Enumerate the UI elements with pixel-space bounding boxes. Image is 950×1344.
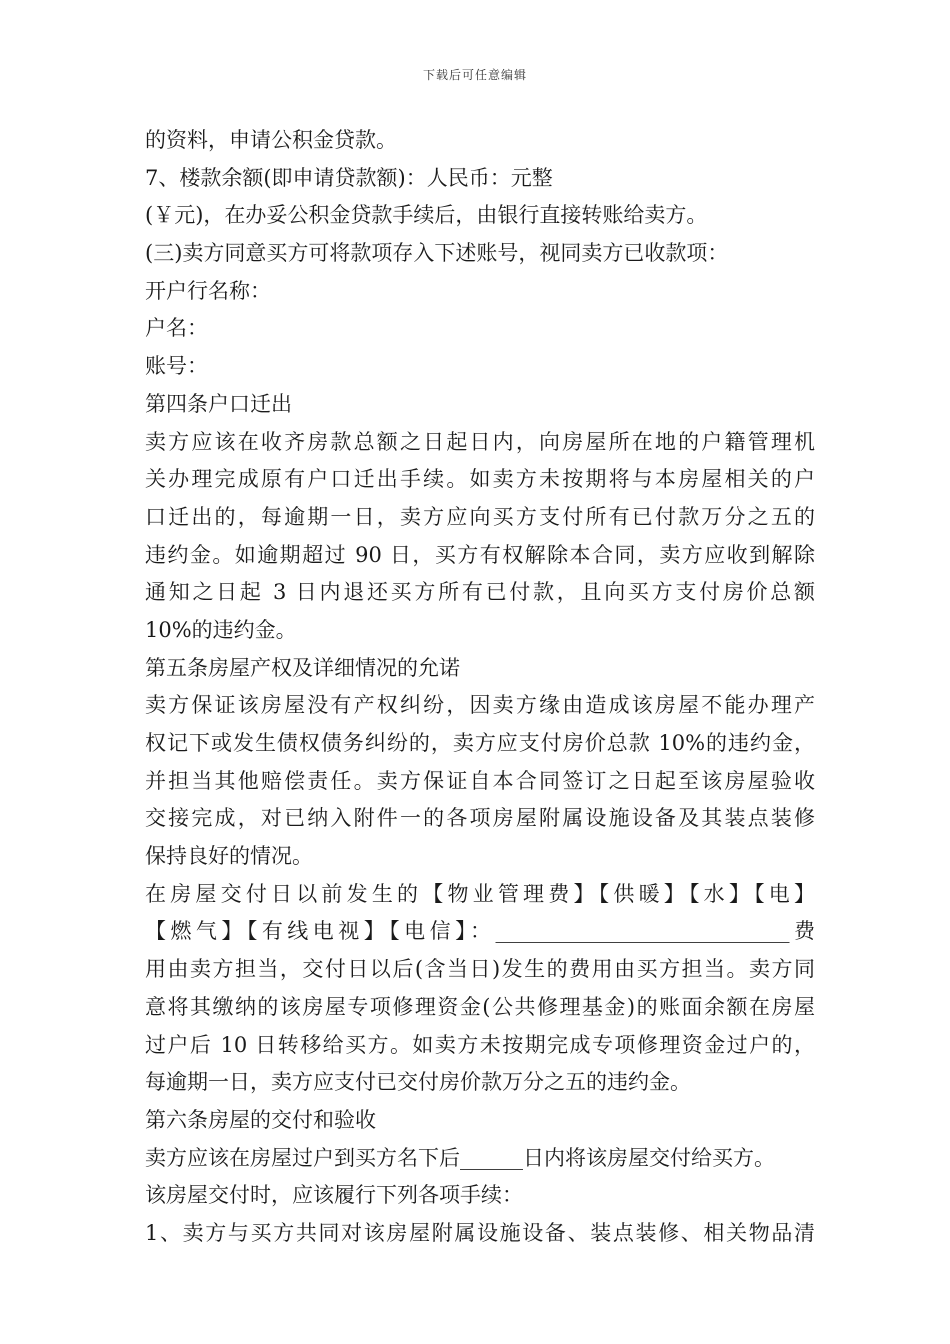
text-line: 过户后 10 日转移给买方。如卖方未按期完成专项修理资金过户的， (145, 1032, 815, 1057)
text-line: 10%的违约金。 (145, 617, 297, 642)
text-line: 【燃气】【有线电视】【电信】：____________________________费 (145, 919, 815, 944)
text-line: 意将其缴纳的该房屋专项修理资金(公共修理基金)的账面余额在房屋 (145, 994, 815, 1019)
text-line: 账号： (145, 354, 208, 379)
text-line: 用由卖方担当，交付日以后(含当日)发生的费用由买方担当。卖方同 (145, 957, 815, 982)
text-line: 在房屋交付日以前发生的【物业管理费】【供暖】【水】【电】 (145, 881, 815, 906)
text-line: 第五条房屋产权及详细情况的允诺 (145, 655, 460, 680)
text-line: 卖方保证该房屋没有产权纠纷，因卖方缘由造成该房屋不能办理产 (145, 693, 815, 718)
text-line: 通知之日起 3 日内退还买方所有已付款，且向买方支付房价总额 (145, 580, 815, 605)
text-line: 开户行名称： (145, 278, 271, 303)
text-line: 第四条户口迁出 (145, 391, 292, 416)
text-line: 1、卖方与买方共同对该房屋附属设施设备、装点装修、相关物品清 (145, 1220, 815, 1245)
text-line: 保持良好的情况。 (145, 844, 313, 869)
text-line: 违约金。如逾期超过 90 日，买方有权解除本合同，卖方应收到解除 (145, 542, 815, 567)
text-line: 交接完成，对已纳入附件一的各项房屋附属设施设备及其装点装修 (145, 806, 815, 831)
text-line: 户名： (145, 316, 208, 341)
document-body (145, 122, 815, 1253)
text-line: (三)卖方同意买方可将款项存入下述账号，视同卖方已收款项： (145, 241, 729, 266)
text-line: (￥元)，在办妥公积金贷款手续后，由银行直接转账给卖方。 (145, 203, 708, 228)
text-line: 口迁出的，每逾期一日，卖方应向买方支付所有已付款万分之五的 (145, 504, 815, 529)
text-line: 卖方应该在房屋过户到买方名下后______日内将该房屋交付给买方。 (145, 1145, 775, 1170)
page-header: 下载后可任意编辑 (422, 68, 527, 82)
text-line: 每逾期一日，卖方应支付已交付房价款万分之五的违约金。 (145, 1070, 691, 1095)
text-line: 该房屋交付时，应该履行下列各项手续： (145, 1183, 523, 1208)
text-line: 关办理完成原有户口迁出手续。如卖方未按期将与本房屋相关的户 (145, 467, 815, 492)
text-line: 的资料，申请公积金贷款。 (145, 128, 397, 152)
text-line: 7、楼款余额(即申请贷款额)：人民币：元整 (145, 165, 553, 190)
text-line: 卖方应该在收齐房款总额之日起日内，向房屋所在地的户籍管理机 (145, 429, 815, 454)
text-line: 权记下或发生债权债务纠纷的，卖方应支付房价总款 10%的违约金， (145, 731, 815, 755)
text-line: 并担当其他赔偿责任。卖方保证自本合同签订之日起至该房屋验收 (145, 768, 815, 793)
text-line: 第六条房屋的交付和验收 (145, 1107, 376, 1132)
